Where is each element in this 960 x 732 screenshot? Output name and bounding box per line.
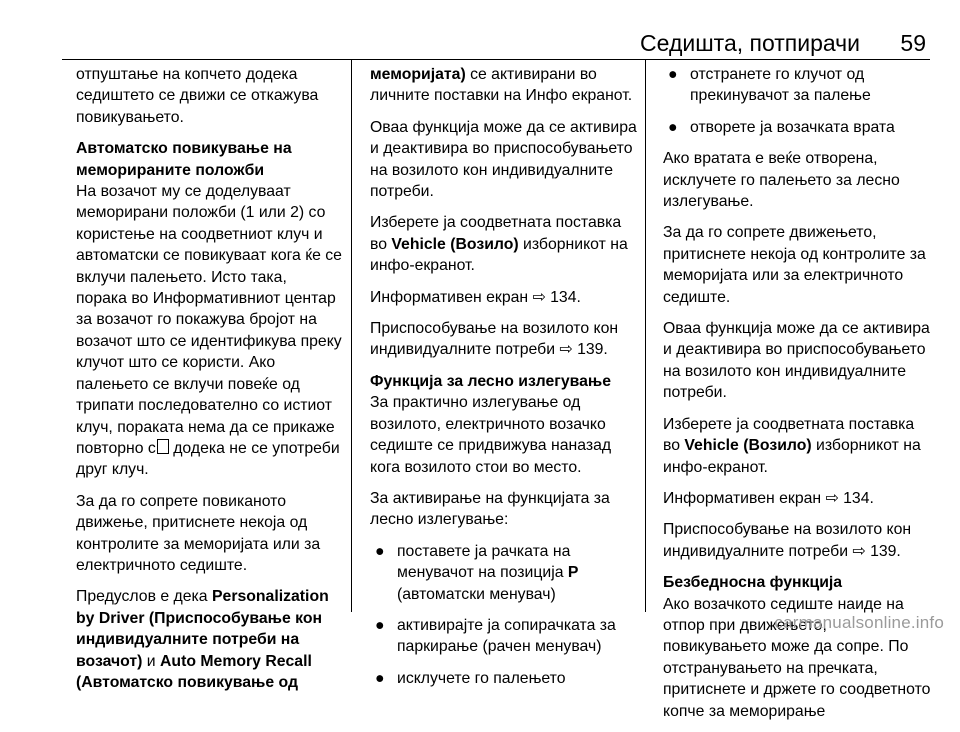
text: На возачот му се доделуваат меморирани положби (1 или 2) со користење на соодветниот клуч и автоматски се повикуваат кога ќе се вклучи палењето. Исто така, порака во Информативниот центар за возачот го покажува бројот на возачот што се идентификува преку клучот што се користи. Ако палењето се вклучи повеќе од трипати последователно со истиот клуч, пораката нема да се прикаже повторно с	[76, 183, 342, 457]
paragraph: За да го сопрете повиканото движење, притиснете некоја од контролите за меморијата или за електричното седиште.	[76, 492, 321, 574]
list-item	[663, 117, 933, 138]
cross-reference[interactable]	[370, 287, 638, 308]
page-header	[62, 30, 930, 58]
page-ref: 139.	[577, 341, 608, 359]
section-heading: Безбедносна функција	[663, 574, 843, 592]
section-heading: Функција за лесно излегување	[370, 372, 612, 390]
bullet-icon: ●	[668, 118, 678, 136]
setting-name: Personalization by Driver (Приспособување кон индивидуалните потреби на возачот)	[76, 588, 329, 670]
page-ref: 139.	[870, 542, 901, 560]
paragraph: За активирање на функцијата за лесно излегување:	[370, 489, 610, 529]
paragraph: Оваа функција може да се активира и деактивира во приспособувањето на возилото кон индивидуалните потреби.	[370, 118, 637, 201]
paragraph: За да го сопрете движењето, притиснете некоја од контролите за меморијата или за електричното седиште.	[663, 224, 926, 306]
paragraph: Ако возачкото седиште наиде на отпор при движењето, повикувањето може да сопре. По отстранувањето на пречката, притиснете и држете го соодветното копче за меморирање	[663, 595, 931, 720]
setting-name: меморијата)	[370, 66, 466, 83]
page-ref: 134.	[843, 489, 874, 507]
column-divider-2	[645, 60, 646, 612]
column-2	[370, 64, 638, 699]
cross-reference[interactable]	[370, 318, 638, 361]
paragraph	[370, 212, 638, 276]
text: Изберете ја соодветната поставка во	[370, 214, 622, 253]
list-item	[370, 541, 638, 605]
text: (автоматски менувач)	[397, 585, 556, 603]
page-title: Седишта, потпирачи	[640, 30, 860, 56]
arrow-icon: ⇨	[532, 288, 546, 306]
text: изборникот на инфо-екранот.	[663, 437, 921, 476]
bullet-icon: ●	[668, 66, 678, 83]
list-item	[370, 668, 638, 689]
text: Приспособување на возилото кон индивидуалните потреби	[663, 521, 912, 560]
list-item	[370, 615, 638, 658]
section-heading: Автоматско повикување на меморираните положби	[76, 140, 292, 179]
text: отворете ја возачката врата	[690, 118, 895, 136]
column-1	[76, 64, 342, 703]
page-ref: 134.	[550, 288, 581, 306]
text: отстранете го клучот од прекинувачот за палење	[690, 66, 871, 105]
list-item	[663, 64, 933, 107]
gear-position: P	[567, 564, 579, 582]
text: додека не се употреби друг клуч.	[76, 439, 340, 479]
paragraph: Оваа функција може да се активира и деактивира во приспособувањето на возилото кон индивидуалните потреби.	[663, 320, 930, 402]
text: Изберете ја соодветната поставка во	[663, 415, 915, 455]
text: активирајте ја сопирачката за паркирање (рачен менувач)	[397, 616, 616, 656]
bullet-icon: ●	[375, 616, 385, 634]
menu-name: Vehicle (Возило)	[391, 235, 519, 253]
header-divider	[62, 59, 930, 60]
text: се активирани во личните поставки на Инфо екранот.	[370, 66, 633, 105]
arrow-icon: ⇨	[559, 341, 573, 359]
text: Информативен екран	[663, 489, 826, 507]
paragraph	[370, 64, 638, 107]
page-number: 59	[900, 30, 926, 56]
text: Предуслов е дека	[76, 588, 212, 606]
arrow-icon: ⇨	[852, 542, 866, 560]
cross-reference[interactable]	[663, 519, 933, 562]
text: изборникот на инфо-екранот.	[370, 235, 628, 275]
setting-name: Auto Memory Recall (Автоматско повикување од	[76, 652, 312, 691]
menu-name: Vehicle (Возило)	[684, 437, 812, 455]
paragraph	[76, 181, 342, 481]
paragraph	[663, 414, 933, 478]
paragraph: За практично излегување од возилото, електричното возачко седиште се придвижува наназад кога возилото стои во место.	[370, 394, 612, 476]
paragraph: отпуштање на копчето додека седиштето се движи се откажува повикувањето.	[76, 66, 319, 126]
cross-reference[interactable]	[663, 488, 933, 509]
arrow-icon: ⇨	[825, 489, 839, 507]
text: и	[142, 652, 161, 670]
text: Приспособување на возилото кон индивидуалните потреби	[370, 320, 619, 359]
paragraph: Ако вратата е веќе отворена, исклучете го палењето за лесно излегување.	[663, 150, 900, 211]
bullet-icon: ●	[375, 669, 385, 687]
text: Информативен екран	[370, 288, 533, 306]
watermark: carmanualsonline.info	[774, 613, 944, 632]
text: поставете ја рачката на менувачот на позиција	[397, 542, 571, 582]
text: исклучете го палењето	[397, 669, 566, 687]
message-symbol-icon	[157, 439, 169, 454]
bullet-icon: ●	[375, 542, 385, 560]
column-divider-1	[351, 60, 352, 612]
paragraph	[76, 586, 342, 693]
